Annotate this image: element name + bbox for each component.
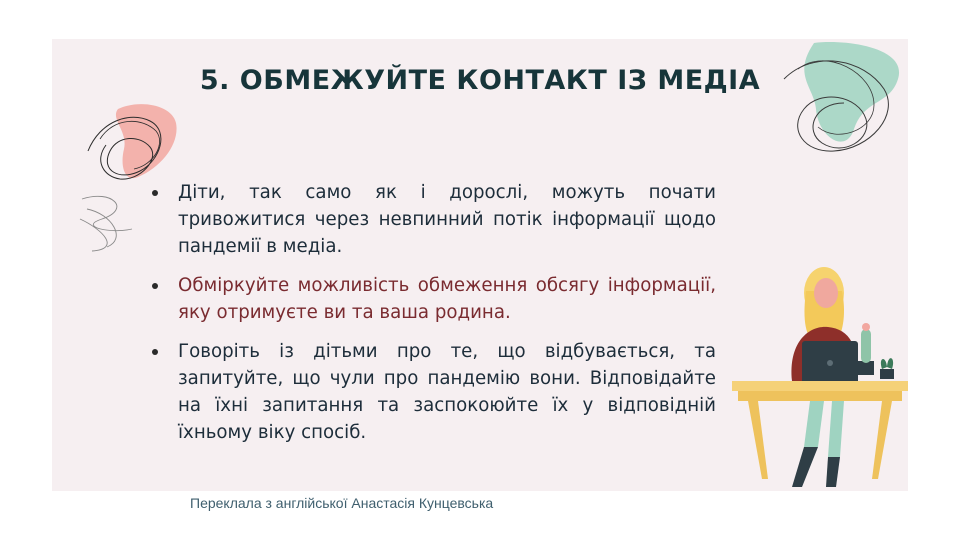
translation-credit: Переклала з англійської Анастасія Кунцевська — [190, 495, 494, 511]
bullet-text: Обміркуйте можливість обмеження обсягу інформації, яку отримуєте ви та ваша родина. — [178, 275, 716, 323]
desk-shape — [732, 381, 908, 391]
bullet-list — [150, 179, 716, 458]
grey-doodle-decoration — [72, 189, 142, 259]
bullet-dot-icon — [152, 283, 158, 289]
bullet-text: Говоріть із дітьми про те, що відбувається, та запитуйте, що чули про пандемію вони. Відповідайте на їхні запитання та заспокоюйте їх у відповідній їхньому віку спосіб. — [178, 341, 716, 443]
bullet-dot-icon — [152, 349, 158, 355]
mint-scribble-decoration — [774, 39, 908, 169]
woman-at-laptop-illustration — [732, 261, 908, 491]
bullet-item — [150, 272, 716, 326]
bullet-dot-icon — [152, 190, 158, 196]
bullet-item — [150, 179, 716, 260]
bullet-item — [150, 338, 716, 446]
bullet-text: Діти, так само як і дорослі, можуть почати тривожитися через невпинний потік інформації щодо пандемії в медіа. — [178, 182, 716, 257]
slide-title: 5. ОБМЕЖУЙТЕ КОНТАКТ ІЗ МЕДІА — [199, 65, 761, 96]
slide — [52, 39, 908, 491]
